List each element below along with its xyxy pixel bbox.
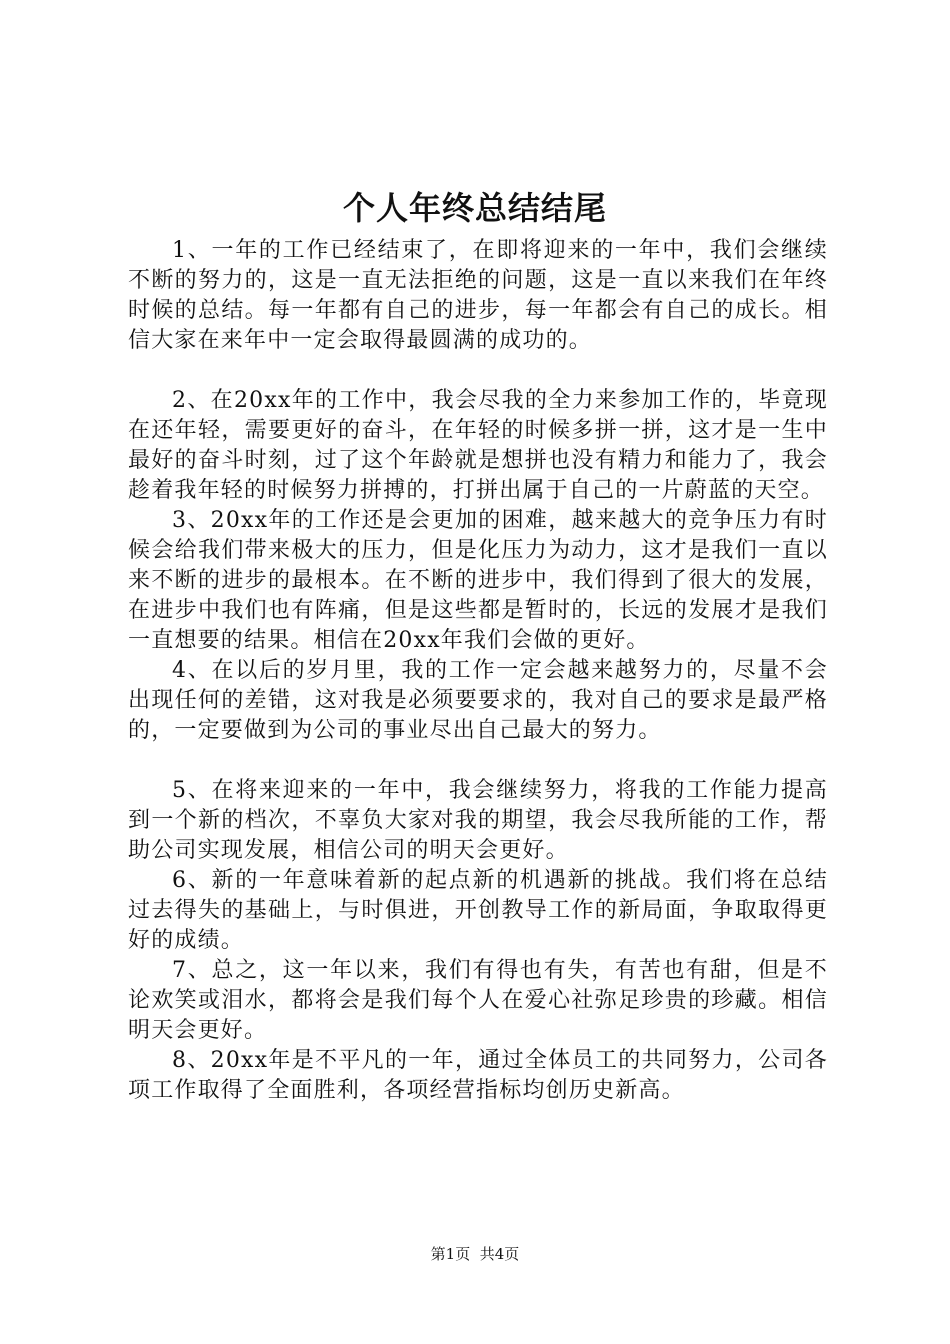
paragraph-3: 3、20xx年的工作还是会更加的困难，越来越大的竞争压力有时候会给我们带来极大的压力，但是化压力为动力，这才是我们一直以来不断的进步的最根本。在不断的进步中，我们得到了很大的发展，在进步中我们也有阵痛，但是这些都是暂时的，长远的发展才是我们一直想要的结果。相信在20xx年我们会做的更好。: [128, 508, 828, 653]
document-title: 个人年终总结结尾: [342, 189, 607, 227]
document-body: [128, 236, 828, 1106]
page-number-total: 共4页: [479, 1245, 520, 1263]
paragraph-2: 2、在20xx年的工作中，我会尽我的全力来参加工作的，毕竟现在还年轻，需要更好的奋斗，在年轻的时候多拼一拼，这才是一生中最好的奋斗时刻，过了这个年龄就是想拼也没有精力和能力了，我会趁着我年轻的时候努力拼搏的，打拼出属于自己的一片蔚蓝的天空。: [128, 388, 828, 503]
footer-spacer: [470, 1245, 480, 1263]
paragraph-8: 8、20xx年是不平凡的一年，通过全体员工的共同努力，公司各项工作取得了全面胜利，各项经营指标均创历史新高。: [128, 1048, 828, 1103]
paragraph-4: 4、在以后的岁月里，我的工作一定会越来越努力的，尽量不会出现任何的差错，这对我是必须要要求的，我对自己的要求是最严格的，一定要做到为公司的事业尽出自己最大的努力。: [128, 658, 828, 743]
paragraph-6: 6、新的一年意味着新的起点新的机遇新的挑战。我们将在总结过去得失的基础上，与时俱进，开创教导工作的新局面，争取取得更好的成绩。: [128, 868, 828, 953]
paragraph-7: 7、总之，这一年以来，我们有得也有失，有苦也有甜，但是不论欢笑或泪水，都将会是我们每个人在爱心社弥足珍贵的珍藏。相信明天会更好。: [128, 958, 828, 1043]
paragraph-1: 1、一年的工作已经结束了，在即将迎来的一年中，我们会继续不断的努力的，这是一直无法拒绝的问题，这是一直以来我们在年终时候的总结。每一年都有自己的进步，每一年都会有自己的成长。相信大家在来年中一定会取得最圆满的成功的。: [128, 238, 828, 353]
page-number-current: 第1页: [430, 1245, 471, 1263]
paragraph-5: 5、在将来迎来的一年中，我会继续努力，将我的工作能力提高到一个新的档次，不辜负大家对我的期望，我会尽我所能的工作，帮助公司实现发展，相信公司的明天会更好。: [128, 778, 828, 863]
page-footer: [0, 1244, 950, 1264]
